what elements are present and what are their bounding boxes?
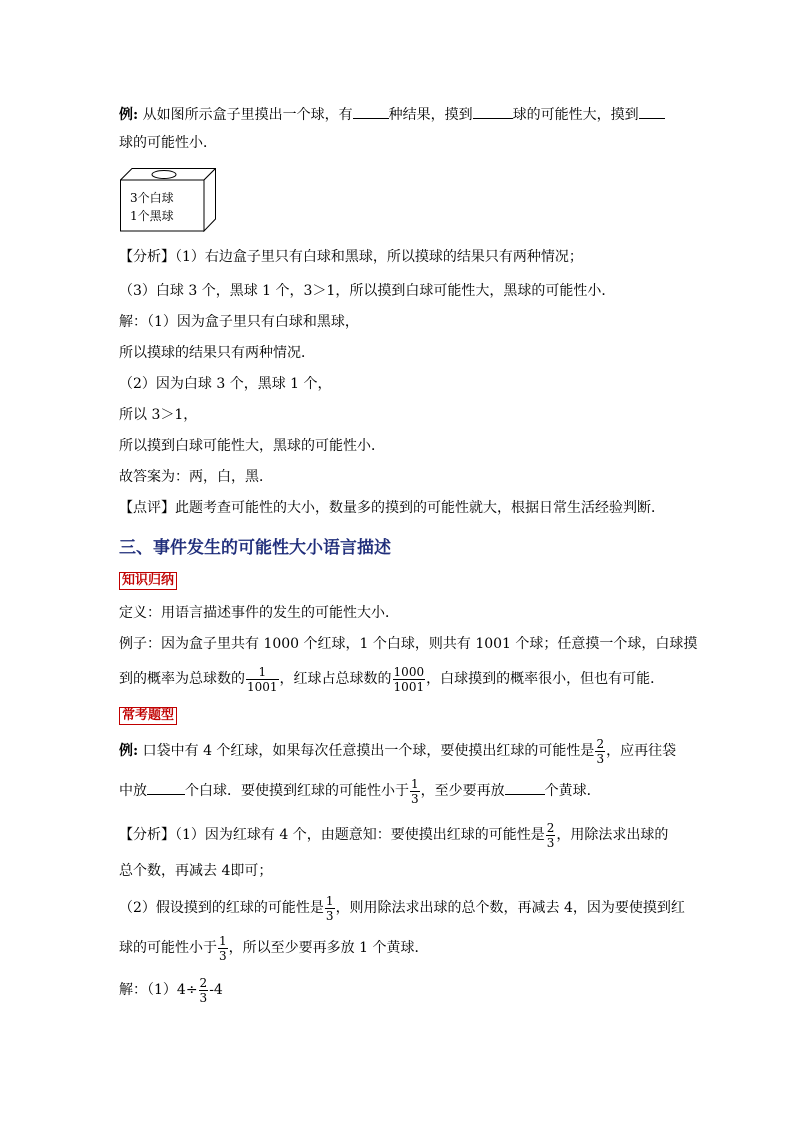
fraction: $\frac{2}{3}$	[199, 975, 208, 1005]
box-opening	[152, 171, 176, 179]
example-line-fractions: 到的概率为总球数的 $\frac{1}{1001}$ ，红球占总球数的 $\frac{1000}{1001}$ ，白球摸到的概率很小，但也有可能．	[119, 664, 665, 694]
fraction: $\frac{1000}{1001}$	[393, 664, 425, 694]
answer-blank	[147, 780, 185, 795]
box-label-black: 1个黑球	[130, 209, 174, 223]
answer-blank	[473, 104, 513, 119]
example2-question-line2: 中放 个白球．要使摸到红球的可能性小于 $\frac{1}{3}$ ，至少要再放 个黄球．	[119, 776, 601, 806]
fraction: $\frac{2}{3}$	[596, 736, 605, 766]
analysis-line: （3）白球 3 个，黑球 1 个，3＞1，所以摸到白球可能性大，黑球的可能性小．	[119, 283, 616, 299]
solution-line: （2）因为白球 3 个，黑球 1 个，	[119, 376, 332, 392]
example1-question-line1: 例: 从如图所示盒子里摸出一个球，有 种结果，摸到 球的可能性大，摸到	[119, 104, 665, 124]
box-label-white: 3个白球	[130, 191, 174, 205]
example-label: 例:	[119, 107, 139, 123]
analysis-line: 【分析】（1）右边盒子里只有白球和黑球，所以摸球的结果只有两种情况；	[119, 249, 583, 265]
common-question-tag: 常考题型	[119, 707, 177, 725]
answer-blank	[639, 104, 665, 119]
solution-line: 所以摸球的结果只有两种情况．	[119, 345, 315, 361]
example-line: 例子：因为盒子里共有 1000 个红球，1 个白球，则共有 1001 个球；任意摸一个球，白球摸	[119, 636, 698, 652]
knowledge-tag: 知识归纳	[119, 572, 177, 590]
example2-solution-line: 解：（1）4÷ $\frac{2}{3}$ -4	[119, 975, 223, 1005]
comment-line: 【点评】此题考查可能性的大小，数量多的摸到的可能性就大，根据日常生活经验判断．	[119, 500, 665, 516]
ball-box-figure	[120, 168, 216, 232]
example2-analysis-line4: 球的可能性小于 $\frac{1}{3}$ ，所以至少要再多放 1 个黄球．	[119, 933, 429, 963]
example1-question-line2: 球的可能性小．	[119, 135, 217, 151]
answer-line: 故答案为：两，白，黑．	[119, 469, 273, 485]
solution-line: 所以摸到白球可能性大，黑球的可能性小．	[119, 438, 385, 454]
solution-line: 解：（1）因为盒子里只有白球和黑球，	[119, 314, 359, 330]
fraction: $\frac{1}{3}$	[219, 933, 227, 963]
example2-analysis-line1: 【分析】（1）因为红球有 4 个，由题意知：要使摸出红球的可能性是 $\frac{2}{3}$ ，用除法求出球的	[119, 820, 669, 850]
example-label: 例:	[119, 743, 139, 759]
definition-line: 定义：用语言描述事件的发生的可能性大小．	[119, 605, 399, 621]
answer-blank	[505, 780, 545, 795]
fraction: $\frac{1}{3}$	[411, 776, 419, 806]
fraction: $\frac{2}{3}$	[546, 820, 555, 850]
example2-analysis-line3: （2）假设摸到的红球的可能性是 $\frac{1}{3}$ ，则用除法求出球的总个数，再减去 4，因为要使摸到红	[119, 893, 685, 923]
solution-line: 所以 3＞1，	[119, 407, 198, 423]
section-heading: 三、事件发生的可能性大小语言描述	[119, 538, 391, 558]
fraction: $\frac{1}{3}$	[325, 893, 334, 923]
fraction: $\frac{1}{1001}$	[247, 664, 278, 694]
answer-blank	[353, 104, 389, 119]
example2-question-line1: 例: 口袋中有 4 个红球，如果每次任意摸出一个球，要使摸出红球的可能性是 $\frac{2}{3}$ ，应再往袋	[119, 736, 677, 766]
example2-analysis-line2: 总个数，再减去 4即可；	[119, 863, 273, 879]
